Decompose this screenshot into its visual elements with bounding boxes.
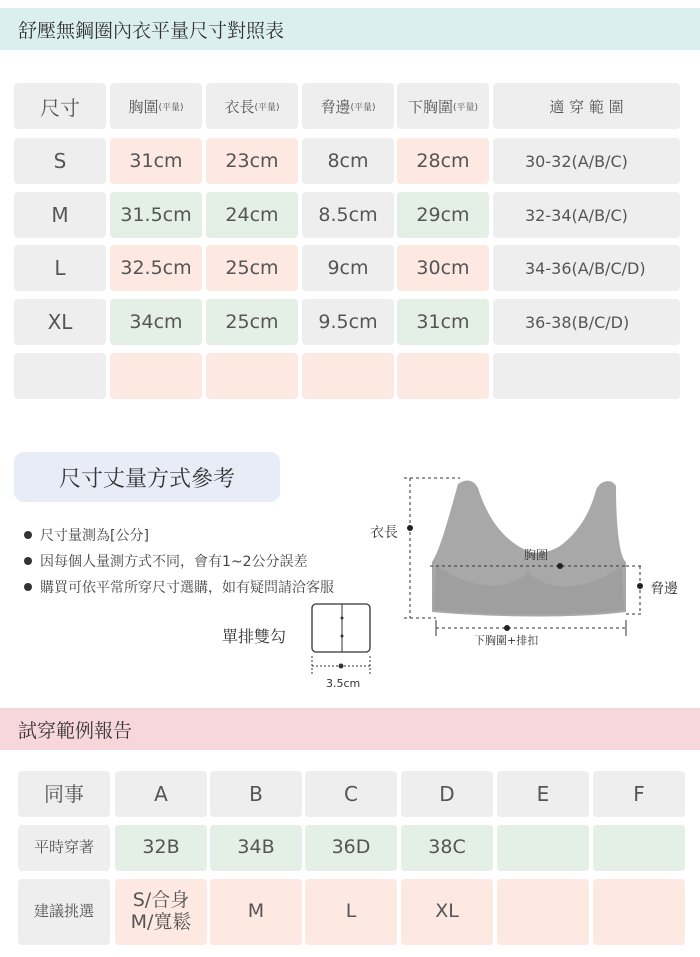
trial-value-cell: L bbox=[305, 879, 397, 945]
hook-diagram bbox=[300, 598, 390, 688]
note-text: 因每個人量測方式不同，會有1~2公分誤差 bbox=[40, 554, 308, 570]
header-main: 適 穿 範 圍 bbox=[549, 97, 624, 116]
trial-value-cell: M bbox=[210, 879, 302, 945]
size-value-cell bbox=[302, 353, 394, 399]
length-label: 衣長 bbox=[370, 525, 398, 541]
trial-column-header: A bbox=[115, 771, 207, 817]
note-text: 尺寸量測為[公分] bbox=[40, 528, 149, 544]
size-value-cell: 8cm bbox=[302, 138, 394, 184]
bullet-icon bbox=[24, 531, 32, 539]
size-header-cell bbox=[302, 83, 394, 129]
trial-title: 試穿範例報告 bbox=[0, 708, 700, 750]
size-value-cell: 30cm bbox=[397, 245, 489, 291]
trial-column-header: E bbox=[497, 771, 589, 817]
trial-value-cell bbox=[593, 825, 685, 871]
header-main: 尺寸 bbox=[40, 95, 80, 120]
page-title: 舒壓無鋼圈內衣平量尺寸對照表 bbox=[0, 8, 700, 50]
trial-column-header: F bbox=[593, 771, 685, 817]
size-value-cell: 31cm bbox=[110, 138, 202, 184]
size-value-cell: 32.5cm bbox=[110, 245, 202, 291]
size-value-cell: 36-38(B/C/D) bbox=[493, 299, 680, 345]
side-label: 脅邊 bbox=[650, 581, 678, 597]
trial-value-cell: 32B bbox=[115, 825, 207, 871]
hook-label: 單排雙勾 bbox=[222, 627, 287, 646]
size-value-cell: 25cm bbox=[206, 299, 298, 345]
header-sub: (平量) bbox=[452, 102, 479, 113]
size-value-cell bbox=[206, 353, 298, 399]
size-label-cell: L bbox=[14, 245, 106, 291]
size-header-cell bbox=[110, 83, 202, 129]
size-value-cell: 31.5cm bbox=[110, 192, 202, 238]
trial-value-cell: XL bbox=[401, 879, 493, 945]
trial-column-header: D bbox=[401, 771, 493, 817]
underbust-label: 下胸圍+排扣 bbox=[474, 634, 539, 647]
size-value-cell: 29cm bbox=[397, 192, 489, 238]
size-value-cell: 30-32(A/B/C) bbox=[493, 138, 680, 184]
trial-header-label: 同事 bbox=[18, 771, 110, 817]
size-value-cell: 23cm bbox=[206, 138, 298, 184]
header-sub: (平量) bbox=[158, 102, 184, 113]
size-header-cell bbox=[397, 83, 489, 129]
trial-column-header: C bbox=[305, 771, 397, 817]
trial-value-cell: 36D bbox=[305, 825, 397, 871]
size-value-cell: 31cm bbox=[397, 299, 489, 345]
header-main: 下胸圍 bbox=[407, 97, 453, 116]
size-value-cell: 34cm bbox=[110, 299, 202, 345]
size-value-cell: 24cm bbox=[206, 192, 298, 238]
trial-value-cell: S/合身 M/寬鬆 bbox=[115, 879, 207, 945]
note-text: 購買可依平常所穿尺寸選購，如有疑問請洽客服 bbox=[40, 580, 334, 596]
size-value-cell: 9cm bbox=[302, 245, 394, 291]
size-value-cell: 9.5cm bbox=[302, 299, 394, 345]
measure-heading: 尺寸丈量方式參考 bbox=[14, 452, 280, 502]
note-item bbox=[24, 577, 334, 597]
size-header-cell bbox=[14, 83, 106, 129]
bullet-icon bbox=[24, 557, 32, 565]
size-value-cell: 8.5cm bbox=[302, 192, 394, 238]
header-sub: (平量) bbox=[350, 102, 376, 113]
size-value-cell bbox=[110, 353, 202, 399]
hook-width: 3.5cm bbox=[326, 677, 361, 690]
trial-value-cell bbox=[593, 879, 685, 945]
size-value-cell bbox=[493, 353, 680, 399]
trial-value-cell: 38C bbox=[401, 825, 493, 871]
header-sub: (平量) bbox=[254, 102, 280, 113]
trial-value-cell bbox=[497, 825, 589, 871]
size-value-cell: 32-34(A/B/C) bbox=[493, 192, 680, 238]
size-label-cell bbox=[14, 353, 106, 399]
size-value-cell: 28cm bbox=[397, 138, 489, 184]
trial-value-cell: 34B bbox=[210, 825, 302, 871]
size-value-cell: 25cm bbox=[206, 245, 298, 291]
size-header-cell bbox=[493, 83, 680, 129]
size-label-cell: XL bbox=[14, 299, 106, 345]
header-main: 脅邊 bbox=[320, 97, 351, 116]
size-label-cell: M bbox=[14, 192, 106, 238]
trial-column-header: B bbox=[210, 771, 302, 817]
header-main: 胸圍 bbox=[128, 97, 159, 116]
bra-diagram bbox=[400, 470, 700, 650]
size-value-cell: 34-36(A/B/C/D) bbox=[493, 245, 680, 291]
note-item bbox=[24, 525, 149, 545]
size-value-cell bbox=[397, 353, 489, 399]
header-main: 衣長 bbox=[224, 97, 255, 116]
bullet-icon bbox=[24, 583, 32, 591]
bust-label: 胸圍 bbox=[524, 548, 549, 562]
note-item bbox=[24, 551, 308, 571]
trial-value-cell bbox=[497, 879, 589, 945]
trial-row-label: 建議挑選 bbox=[18, 879, 110, 945]
size-label-cell: S bbox=[14, 138, 106, 184]
size-header-cell bbox=[206, 83, 298, 129]
trial-row-label: 平時穿著 bbox=[18, 825, 110, 871]
